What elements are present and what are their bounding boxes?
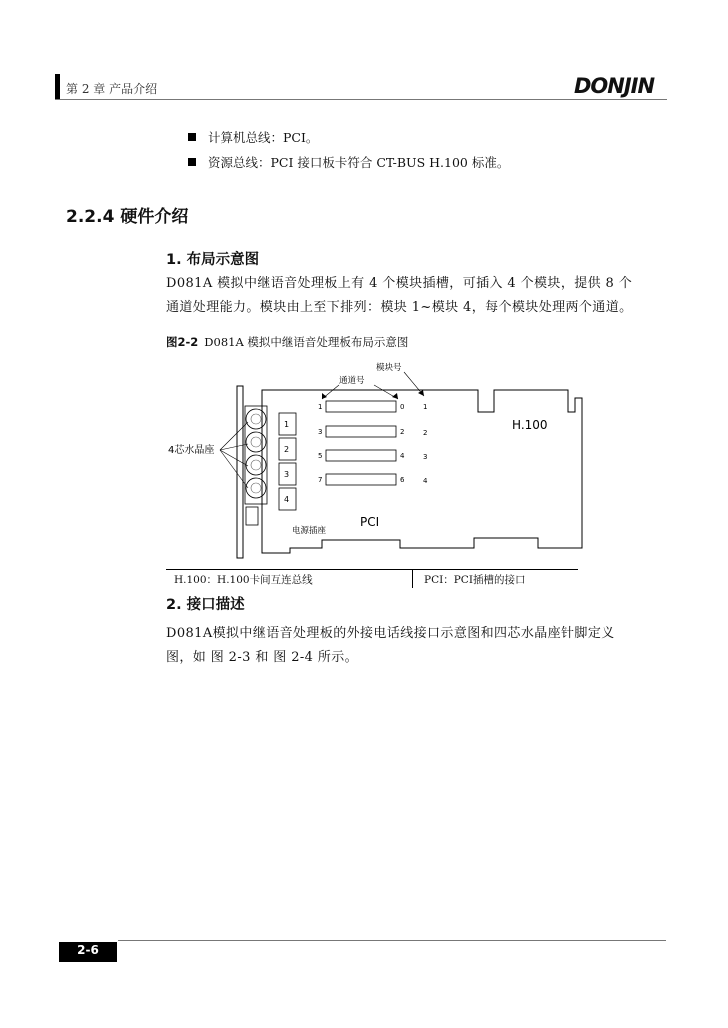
board-layout-diagram <box>160 355 600 570</box>
header-rule <box>55 99 667 100</box>
module-slot <box>326 401 396 412</box>
brand-logo <box>566 72 662 98</box>
module-slot <box>326 426 396 437</box>
crystal-label: 4芯水晶座 <box>168 445 215 456</box>
module-box-label: 4 <box>284 495 290 504</box>
footer-rule <box>118 940 666 941</box>
module-num: 2 <box>423 429 428 437</box>
small-connector <box>246 507 258 525</box>
module-num: 1 <box>423 403 428 411</box>
para-line: D081A 模拟中继语音处理板上有 4 个模块插槽，可插入 4 个模块，提供 8 个 <box>166 276 633 291</box>
module-num: 4 <box>423 477 428 485</box>
legend-separator <box>412 570 413 588</box>
module-box-label: 2 <box>284 445 290 454</box>
para-line: 通道处理能力。模块由上至下排列：模块 1~模块 4，每个模块处理两个通道。 <box>166 300 633 315</box>
paragraph-2 <box>166 622 615 670</box>
mounting-bracket <box>237 386 243 558</box>
module-arrow-head <box>418 390 424 396</box>
chapter-title: 第 2 章 产品介绍 <box>66 82 158 96</box>
figure-label: 图2-2 <box>166 335 199 349</box>
crystal-socket <box>246 455 266 475</box>
figure-caption <box>166 334 408 350</box>
module-number-label: 模块号 <box>376 363 402 373</box>
crystal-arrow <box>220 450 248 488</box>
paragraph-1 <box>166 272 633 320</box>
square-bullet-icon <box>188 133 196 141</box>
slot-right-num: 4 <box>400 452 405 460</box>
para-line: D081A模拟中继语音处理板的外接电话线接口示意图和四芯水晶座针脚定义 <box>166 626 615 641</box>
slot-left-num: 7 <box>318 476 323 484</box>
module-slot <box>326 474 396 485</box>
power-socket-label: 电源插座 <box>292 526 327 536</box>
crystal-socket <box>246 432 266 452</box>
para-line: 图，如 图 2-3 和 图 2-4 所示。 <box>166 650 359 665</box>
section-heading <box>66 202 188 227</box>
h100-label: H.100 <box>512 418 548 432</box>
crystal-socket <box>246 478 266 498</box>
bullet-text: 资源总线：PCI 接口板卡符合 CT-BUS H.100 标准。 <box>208 155 510 170</box>
header-bar <box>55 74 60 100</box>
bullet-item <box>188 153 509 171</box>
crystal-arrow <box>220 450 248 466</box>
channel-arrow-head <box>322 393 327 399</box>
subsection-heading-2: 2. 接口描述 <box>166 597 245 613</box>
slot-left-num: 3 <box>318 428 323 436</box>
crystal-arrow <box>220 422 248 450</box>
subsection-heading-1: 1. 布局示意图 <box>166 252 260 268</box>
brand-logo-text: DONJIN <box>573 74 655 98</box>
module-slot <box>326 450 396 461</box>
page-number: 2-6 <box>77 943 99 957</box>
crystal-arrow <box>220 444 248 450</box>
section-title: 硬件介绍 <box>120 207 189 227</box>
channel-number-label: 通道号 <box>339 376 365 386</box>
bullet-text: 计算机总线：PCI。 <box>208 130 319 145</box>
module-box-label: 1 <box>284 420 290 429</box>
slot-right-num: 6 <box>400 476 405 484</box>
slot-left-num: 1 <box>318 403 323 411</box>
legend-top-rule <box>166 569 578 570</box>
section-number: 2.2.4 <box>66 207 115 227</box>
square-bullet-icon <box>188 158 196 166</box>
slot-right-num: 2 <box>400 428 405 436</box>
bullet-item <box>188 128 318 146</box>
legend-left: H.100：H.100卡间互连总线 <box>174 574 313 586</box>
figure-caption-text: D081A 模拟中继语音处理板布局示意图 <box>204 335 409 349</box>
slot-left-num: 5 <box>318 452 323 460</box>
module-num: 3 <box>423 453 428 461</box>
module-box-label: 3 <box>284 470 290 479</box>
pci-label: PCI <box>360 515 380 529</box>
slot-right-num: 0 <box>400 403 405 411</box>
crystal-socket <box>246 409 266 429</box>
legend-right: PCI：PCI插槽的接口 <box>424 574 526 586</box>
